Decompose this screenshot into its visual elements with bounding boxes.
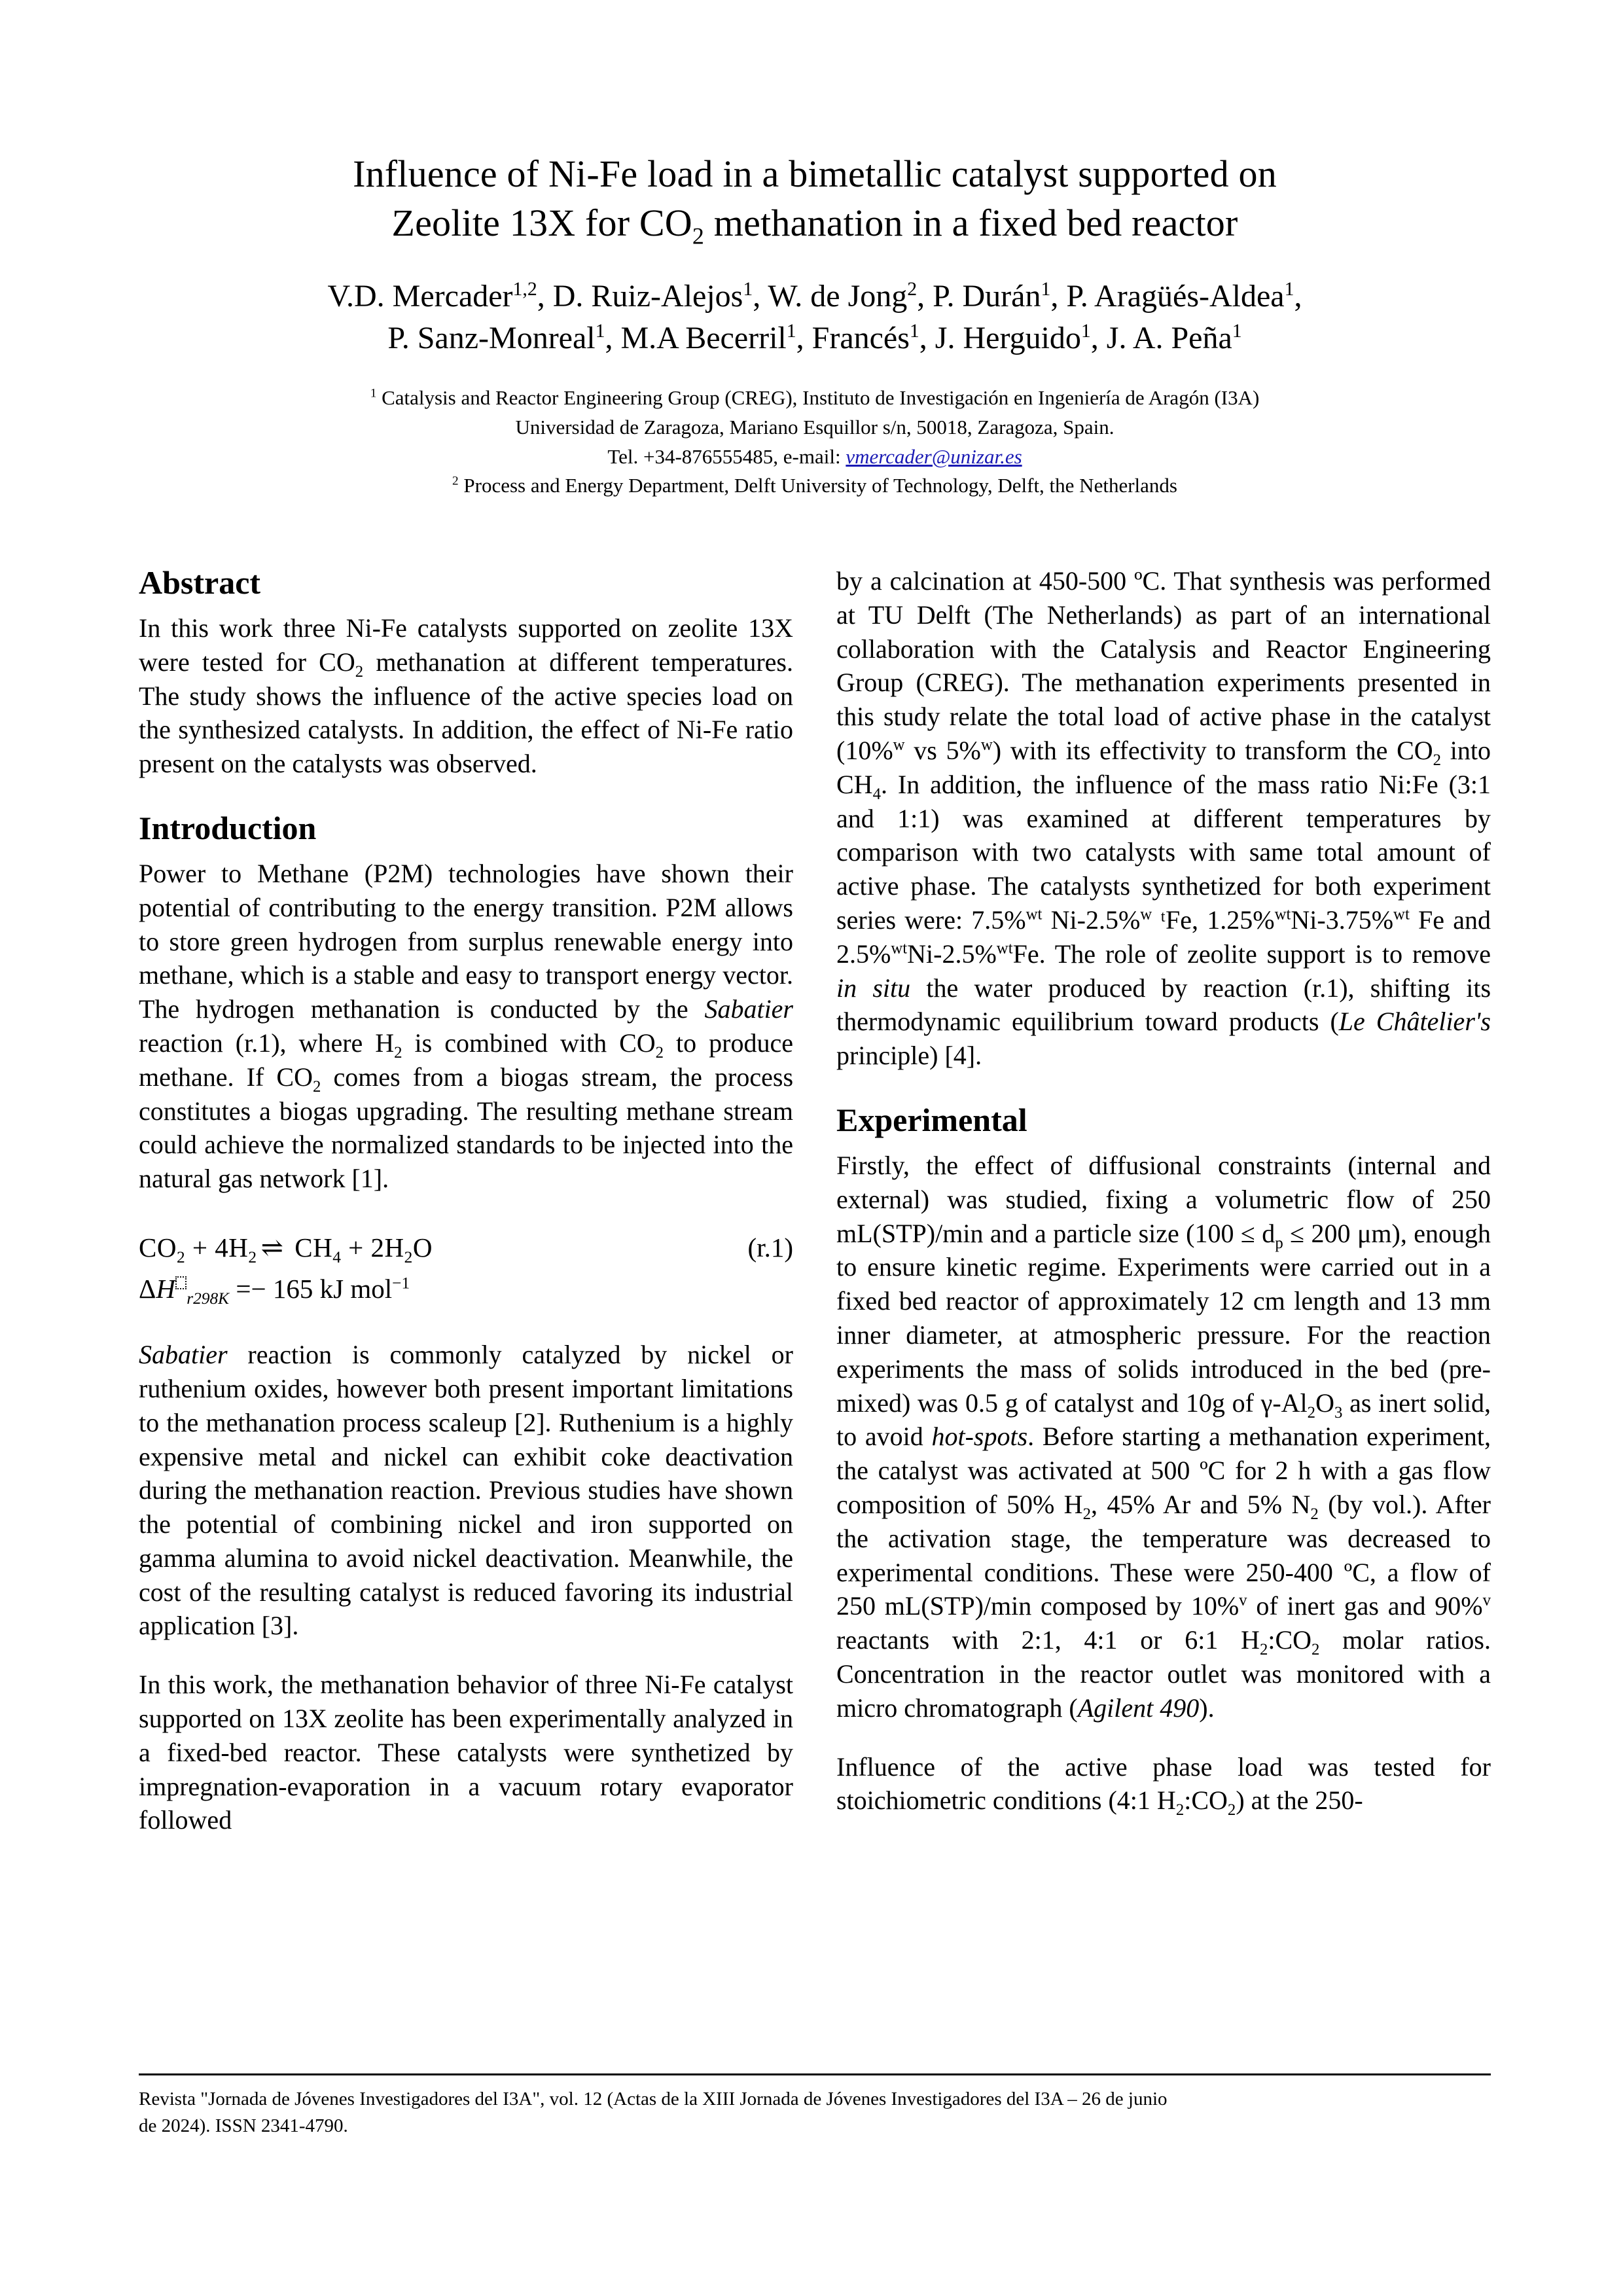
footer-citation-line-2: de 2024). ISSN 2341-4790.	[139, 2115, 348, 2137]
introduction-paragraph-1: Power to Methane (P2M) technologies have shown their potential of contributing to the energy transition. P2M allows to store green hydrogen from surplus renewable energy into methane, which is a stable and easy to transport energy vector. The hydrogen methanation is conducted by the Sabatier reaction (r.1), where $H_2$ is combined with $CO_2$ to produce methane. If $CO_2$ comes from a biogas stream, the process constitutes a biogas upgrading. The resulting methane stream could achieve the normalized standards to be injected into the natural gas network [1].	[139, 858, 794, 1194]
co2-subscript: 2	[1433, 751, 1442, 769]
hot-spots-italic: hot-spots	[931, 1422, 1028, 1452]
co2-subscript: 2	[1227, 1801, 1236, 1820]
title-subscript: 2	[692, 223, 705, 249]
title-line-2: Zeolite 13X for $CO_2$ methanation in a fixed bed reactor	[391, 202, 1238, 249]
co2-subscript: 2	[655, 1043, 664, 1062]
author-affil-marker: 1	[1041, 278, 1051, 300]
h2o-subscript: 2	[404, 1248, 413, 1267]
h2-subscript: 2	[1082, 1505, 1091, 1523]
left-column	[139, 564, 793, 2030]
weight-percent-superscript: wt	[1274, 905, 1291, 924]
author-affil-marker: 1,2	[512, 278, 537, 300]
footer-citation-line-1: Revista "Jornada de Jóvenes Investigadores del I3A", vol. 12 (Actas de la XIII Jornada de Jóvenes Investigadores del I3A – 26 de junio	[139, 2089, 1168, 2109]
author-affil-marker: 2	[907, 278, 918, 300]
section-heading-abstract: Abstract	[139, 564, 261, 601]
equation-tag: (r.1)	[747, 1232, 793, 1263]
ch4-subscript: 4	[332, 1248, 342, 1267]
introduction-continued-paragraph: by a calcination at 450-500 ºC. That synthesis was performed at TU Delft (The Netherlands) as part of an international collaboration with the Catalysis and Reactor Engineering Group (CREG). The methanation experiments presented in this study relate the total load of active phase in the catalyst (10%$^w$ vs 5%$^w$) with its effectivity to transform the $CO_2$ into $CH_4$. In addition, the influence of the mass ratio Ni:Fe (3:1 and 1:1) was examined at different temperatures by comparison with two catalysts with same total amount of active phase. The catalysts synthetized for both experiment series were: 7.5%$^{wt}$ Ni-2.5%$^w$ ᵗFe, 1.25%$^{wt}$Ni-3.75%$^{wt}$ Fe and 2.5%$^{wt}$Ni-2.5%$^{wt}$Fe. The role of zeolite support is to remove in situ the water produced by reaction (r.1), shifting its thermodynamic equilibrium toward products (Le Châtelier's principle) [4].	[836, 566, 1491, 1071]
missing-glyph-box-icon	[175, 1276, 187, 1289]
affil-marker-1: 1	[370, 387, 377, 401]
le-chatelier-italic: Le Châtelier's	[1338, 1007, 1491, 1037]
experimental-paragraph-1: Firstly, the effect of diffusional constraints (internal and external) was studied, fixing a volumetric flow of 250 mL(STP)/min and a particle size ($100 \le d_p \le 200$ μm), enough to ensure kinetic regime. Experiments were carried out in a fixed bed reactor of approximately 12 cm length and 13 mm inner diameter, at atmospheric pressure. For the reaction experiments the mass of solids introduced in the bed (pre-mixed) was 0.5 g of catalyst and 10g of $\gamma-Al_2O_3$ as inert solid, to avoid hot-spots. Before starting a methanation experiment, the catalyst was activated at 500 ºC for 2 h with a gas flow composition of 50% $H_2$, 45% Ar and 5% $N_2$ (by vol.). After the activation stage, the temperature was decreased to experimental conditions. These were 250-400 ºC, a flow of 250 mL(STP)/min composed by 10%$^v$ of inert gas and 90%$^v$ reactants with 2:1, 4:1 or 6:1 $H_2:CO_2$ molar ratios. Concentration in the reactor outlet was monitored with a micro chromatograph (Agilent 490).	[836, 1150, 1491, 1723]
section-heading-introduction: Introduction	[139, 809, 317, 846]
author-affil-marker: 1	[1284, 278, 1294, 300]
h2-subscript: 2	[1259, 1641, 1268, 1659]
h2-subscript: 2	[1175, 1801, 1185, 1820]
right-column	[836, 564, 1491, 2030]
email-link[interactable]: vmercader@unizar.es	[846, 444, 1022, 468]
author-affil-marker: 1	[1080, 319, 1091, 342]
author-affil-marker: 1	[1232, 319, 1242, 342]
volume-percent-superscript: v	[1239, 1591, 1247, 1609]
co2-subscript: 2	[313, 1077, 321, 1096]
weight-percent-superscript: w	[980, 736, 993, 754]
sabatier-italic: Sabatier	[704, 994, 793, 1024]
affiliation-2: $^2$ Process and Energy Department, Delft University of Technology, Delft, the Netherlands	[452, 474, 1177, 497]
author-affil-marker: 1	[595, 319, 605, 342]
author-affil-marker: 1	[743, 278, 753, 300]
n2-subscript: 2	[1310, 1505, 1319, 1523]
reaction-equation-block	[139, 1230, 793, 1308]
paper-header	[139, 149, 1491, 501]
enthalpy-subscript: r298K	[187, 1289, 230, 1308]
enthalpy-equation: ΔH $_{r298K}$ =− 165 kJ mol$^{-1}$	[139, 1273, 410, 1308]
in-situ-italic: in situ	[836, 973, 911, 1003]
introduction-paragraph-2: Sabatier reaction is commonly catalyzed by nickel or ruthenium oxides, however both present important limitations to the methanation process scaleup [2]. Ruthenium is a highly expensive metal and nickel can exhibit coke deactivation during the methanation reaction. Previous studies have shown the potential of combining nickel and iron supported on gamma alumina to avoid nickel deactivation. Meanwhile, the cost of the resulting catalyst is reduced favoring its industrial application [3].	[139, 1340, 793, 1641]
alumina-subscript: 3	[1334, 1403, 1343, 1422]
weight-percent-superscript: w	[1140, 905, 1152, 924]
reaction-equation-row	[139, 1230, 793, 1266]
affiliation-contact: Tel. +34-876555485, e-mail: vmercader@unizar.es	[607, 444, 1022, 468]
author-affil-marker: 1	[909, 319, 919, 342]
agilent-italic: Agilent 490	[1077, 1693, 1200, 1723]
h2-subscript: 2	[394, 1043, 402, 1062]
h2-subscript: 2	[248, 1248, 257, 1267]
two-column-body	[139, 564, 1491, 2030]
weight-percent-superscript: wt	[1026, 905, 1043, 924]
author-list	[180, 276, 1450, 359]
page-footer	[139, 2073, 1491, 2140]
enthalpy-exponent: −1	[392, 1274, 410, 1293]
alumina-subscript: 2	[1307, 1403, 1316, 1422]
equilibrium-arrow-icon: ⇌	[260, 1232, 284, 1263]
experimental-paragraph-2: Influence of the active phase load was tested for stoichiometric conditions (4:1 $H_2:CO_2$) at the 250-	[836, 1751, 1491, 1820]
volume-percent-superscript: v	[1482, 1591, 1491, 1609]
co2-subscript: 2	[1311, 1641, 1320, 1659]
page-title	[213, 149, 1417, 248]
weight-percent-superscript: wt	[996, 939, 1013, 958]
ch4-subscript: 4	[872, 785, 881, 803]
sabatier-italic: Sabatier	[139, 1340, 228, 1370]
affiliations	[160, 384, 1469, 501]
particle-diameter-subscript: p	[1275, 1234, 1283, 1252]
co2-subscript: 2	[355, 662, 364, 681]
introduction-paragraph-3: In this work, the methanation behavior of three Ni-Fe catalyst supported on 13X zeolite has been experimentally analyzed in a fixed-bed reactor. These catalysts were synthetized by impregnation-evaporation in a vacuum rotary evaporator followed	[139, 1670, 793, 1835]
affil-marker-2: 2	[452, 474, 459, 488]
weight-percent-superscript: w	[893, 736, 905, 754]
footer-divider	[139, 2073, 1491, 2075]
author-line-1: V.D. Mercader$^{1,2}$, D. Ruiz-Alejos$^1$, W. de Jong$^2$, P. Durán$^1$, P. Aragüés-Aldea$^1$,	[327, 278, 1302, 314]
title-line-1: Influence of Ni-Fe load in a bimetallic catalyst supported on	[353, 152, 1277, 195]
affiliation-address: Universidad de Zaragoza, Mariano Esquillor s/n, 50018, Zaragoza, Spain.	[515, 416, 1115, 439]
author-line-2: P. Sanz-Monreal$^1$, M.A Becerril$^1$, Francés$^1$, J. Herguido$^1$, J. A. Peña$^1$	[387, 319, 1242, 355]
author-affil-marker: 1	[786, 319, 796, 342]
weight-percent-superscript: wt	[891, 939, 908, 958]
affiliation-1: $^1$ Catalysis and Reactor Engineering Group (CREG), Instituto de Investigación en Ingeniería de Aragón (I3A)	[370, 386, 1260, 410]
section-heading-experimental: Experimental	[836, 1101, 1027, 1138]
weight-percent-superscript: wt	[1393, 905, 1410, 924]
co2-subscript: 2	[176, 1248, 186, 1267]
enthalpy-symbol: H	[156, 1273, 175, 1304]
reaction-equation: $CO_2 + 4H_2$ ⇌ $CH_4 + 2H_2O$	[139, 1232, 433, 1267]
abstract-paragraph: In this work three Ni-Fe catalysts supported on zeolite 13X were tested for $CO_2$ methanation at different temperatures. The study shows the influence of the active species load on the synthesized catalysts. In addition, the effect of Ni-Fe ratio present on the catalysts was observed.	[139, 613, 793, 779]
